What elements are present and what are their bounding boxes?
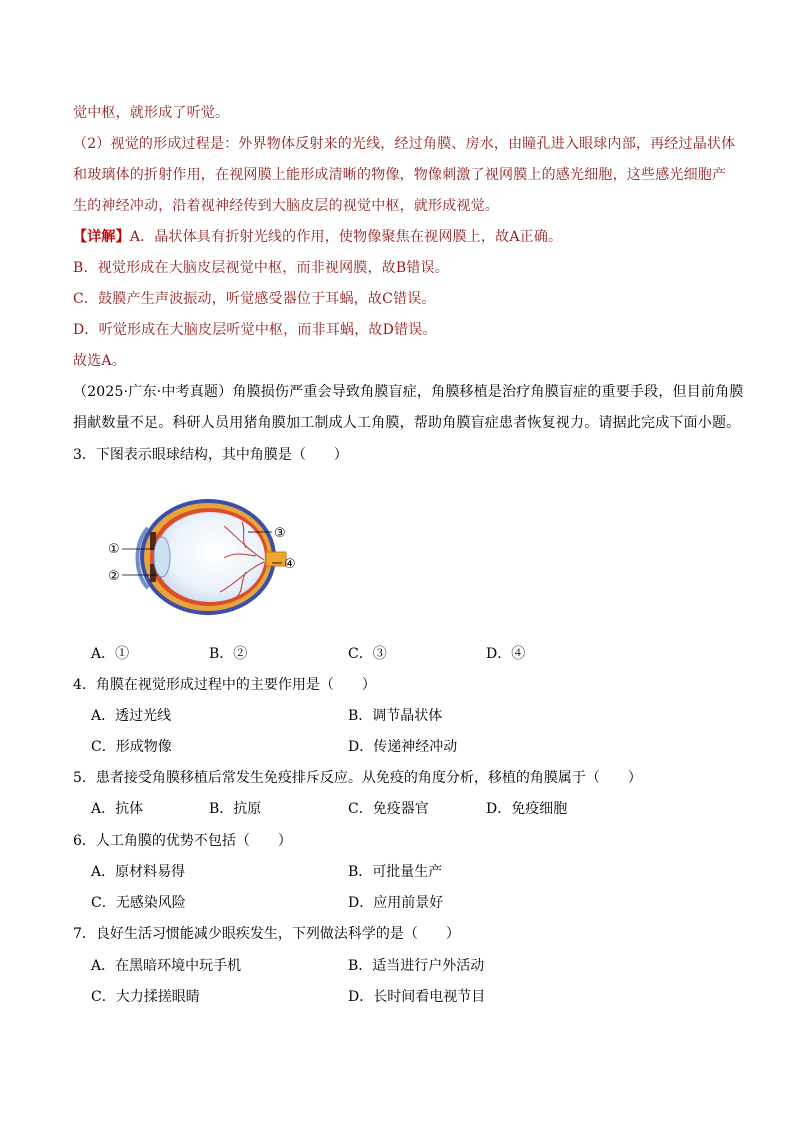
figure-label-3: ③ xyxy=(274,526,286,541)
intro-line: （2025·广东·中考真题）角膜损伤严重会导致角膜盲症，角膜移植是治疗角膜盲症的重要手段，但目前角膜 xyxy=(73,384,744,400)
answer-line: 故选A。 xyxy=(73,353,126,369)
figure-label-1: ① xyxy=(108,542,120,557)
option-b[interactable]: B．② xyxy=(209,646,248,662)
option-d[interactable]: D．应用前景好 xyxy=(348,895,444,911)
intro-line: 捐献数量不足。科研人员用猪角膜加工制成人工角膜，帮助角膜盲症患者恢复视力。请据此完成下面小题。 xyxy=(73,415,741,431)
detail-line-b: B．视觉形成在大脑皮层视觉中枢，而非视网膜，故B错误。 xyxy=(73,260,449,276)
vitreous-body xyxy=(155,512,265,602)
option-d[interactable]: D．传递神经冲动 xyxy=(348,739,458,755)
option-d[interactable]: D．④ xyxy=(486,646,526,662)
option-a[interactable]: A．① xyxy=(91,646,130,662)
question-stem: 5．患者接受角膜移植后常发生免疫排斥反应。从免疫的角度分析，移植的角膜属于（ ） xyxy=(73,770,642,786)
option-b[interactable]: B．抗原 xyxy=(209,801,262,817)
detail-tag: 【详解】 xyxy=(73,229,130,245)
option-c[interactable]: C．大力揉搓眼睛 xyxy=(91,989,200,1005)
question-stem: 6．人工角膜的优势不包括（ ） xyxy=(73,833,292,849)
question-stem: 4．角膜在视觉形成过程中的主要作用是（ ） xyxy=(73,677,376,693)
option-c[interactable]: C．形成物像 xyxy=(91,739,172,755)
option-a[interactable]: A．抗体 xyxy=(91,801,144,817)
option-c[interactable]: C．③ xyxy=(348,646,387,662)
question-stem: 3．下图表示眼球结构，其中角膜是（ ） xyxy=(73,447,348,463)
option-b[interactable]: B．可批量生产 xyxy=(348,864,443,880)
option-d[interactable]: D．长时间看电视节目 xyxy=(348,989,486,1005)
option-d[interactable]: D．免疫细胞 xyxy=(486,801,568,817)
eyeball-diagram xyxy=(96,496,306,621)
option-b[interactable]: B．调节晶状体 xyxy=(348,708,443,724)
detail-text: A．晶状体具有折射光线的作用，使物像聚焦在视网膜上，故A正确。 xyxy=(129,229,563,245)
question-stem: 7．良好生活习惯能减少眼疾发生，下列做法科学的是（ ） xyxy=(73,926,460,942)
lens-shape xyxy=(154,537,170,577)
option-a[interactable]: A．透过光线 xyxy=(91,708,172,724)
detail-line-c: C．鼓膜产生声波振动，听觉感受器位于耳蜗，故C错误。 xyxy=(73,291,436,307)
option-c[interactable]: C．无感染风险 xyxy=(91,895,186,911)
option-a[interactable]: A．原材料易得 xyxy=(91,864,186,880)
explanation-line: 觉中枢，就形成了听觉。 xyxy=(73,105,230,121)
figure-label-2: ② xyxy=(108,569,120,584)
option-c[interactable]: C．免疫器官 xyxy=(348,801,429,817)
detail-line-a xyxy=(73,226,562,246)
option-b[interactable]: B．适当进行户外活动 xyxy=(348,958,485,974)
explanation-line: （2）视觉的形成过程是：外界物体反射来的光线，经过角膜、房水，由瞳孔进入眼球内部，再经过晶状体 xyxy=(73,136,736,152)
explanation-line: 和玻璃体的折射作用，在视网膜上能形成清晰的物像，物像刺激了视网膜上的感光细胞，这些感光细胞产 xyxy=(73,167,727,183)
optic-nerve xyxy=(266,552,286,566)
explanation-line: 生的神经冲动，沿着视神经传到大脑皮层的视觉中枢，就形成视觉。 xyxy=(73,198,499,214)
option-a[interactable]: A．在黑暗环境中玩手机 xyxy=(91,958,242,974)
detail-line-d: D．听觉形成在大脑皮层听觉中枢，而非耳蜗，故D错误。 xyxy=(73,322,437,338)
figure-label-4: ④ xyxy=(284,557,296,572)
